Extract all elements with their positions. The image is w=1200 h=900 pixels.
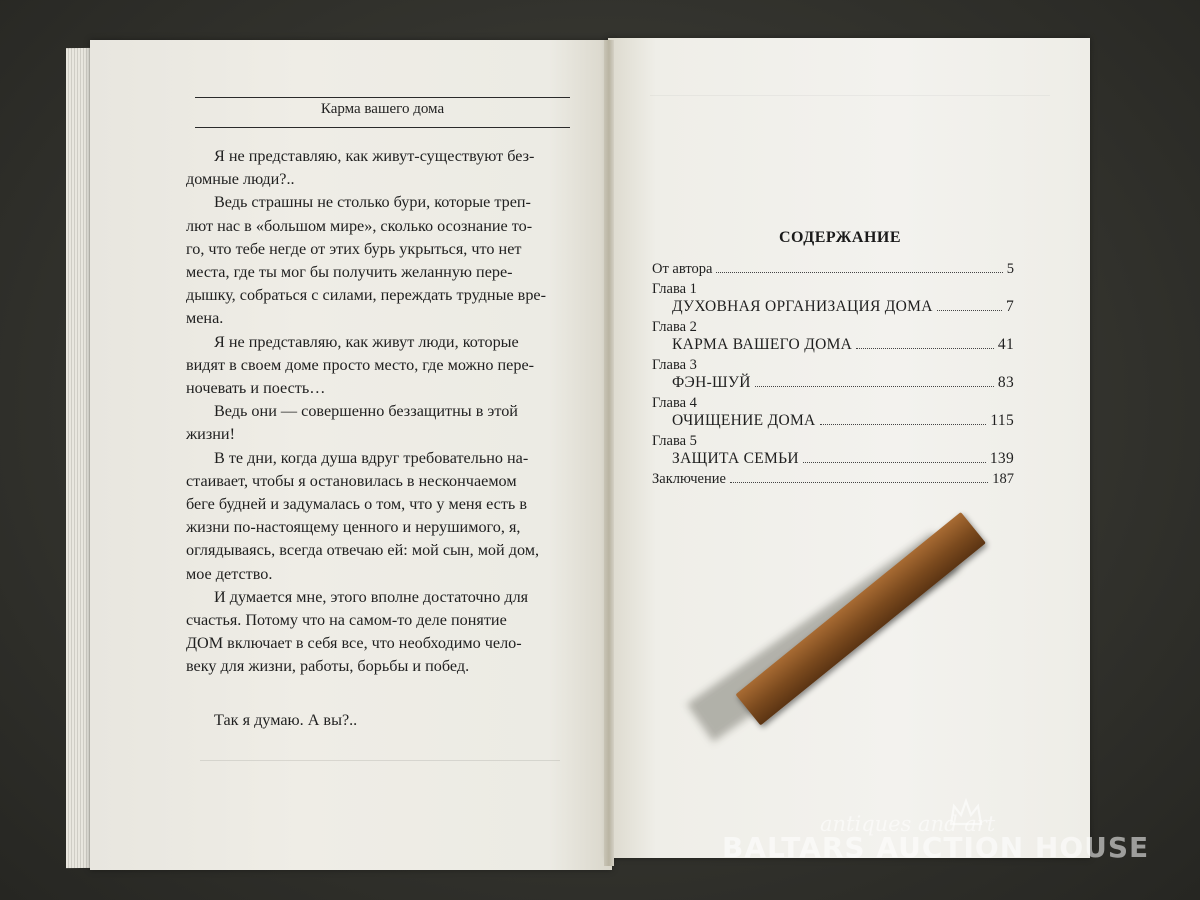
toc-page-number: 7: [1005, 298, 1014, 315]
toc-chapter-label: Глава 3: [652, 357, 697, 373]
toc-page-number: 187: [992, 471, 1014, 487]
toc-chapter-title: КАРМА ВАШЕГО ДОМА: [672, 336, 853, 353]
toc-entry-chapter-3: [652, 356, 1014, 392]
toc-page-number: 41: [997, 336, 1014, 353]
leader-dots: [755, 386, 994, 387]
toc-chapter-title: ДУХОВНАЯ ОРГАНИЗАЦИЯ ДОМА: [672, 298, 933, 315]
toc-entry-conclusion: [652, 470, 1014, 488]
toc-page-number: 139: [989, 450, 1014, 467]
paragraph: Ведь они — совершенно беззащитны в этой жизни!: [186, 402, 518, 444]
toc-entry-chapter-2: [652, 318, 1014, 354]
leader-dots: [730, 482, 988, 483]
leader-dots: [937, 310, 1002, 311]
toc-chapter-label: Глава 4: [652, 395, 697, 411]
toc-chapter-label: Глава 1: [652, 281, 697, 297]
left-page-body: [186, 145, 578, 732]
leader-dots: [716, 272, 1002, 273]
toc-chapter-title: ОЧИЩЕНИЕ ДОМА: [672, 412, 816, 429]
toc-entry-label: Заключение: [652, 471, 726, 487]
paragraph: Я не представляю, как живут-существуют без- домные люди?..: [186, 147, 535, 189]
toc-chapter-label: Глава 5: [652, 433, 697, 449]
toc-chapter-label: Глава 2: [652, 319, 697, 335]
toc-entry-chapter-1: [652, 280, 1014, 316]
leader-dots: [820, 424, 987, 425]
toc-page-number: 5: [1006, 261, 1014, 277]
book-gutter: [604, 40, 614, 866]
watermark-name: BALTARS AUCTION HOUSE: [722, 831, 1150, 864]
header-rule-bottom: [195, 127, 570, 128]
paragraph: Я не представляю, как живут люди, которые видят в своем доме просто место, где можно пере- ночевать и поесть…: [186, 332, 535, 398]
toc-entry-label: От автора: [652, 261, 713, 277]
toc-entry-chapter-4: [652, 394, 1014, 430]
paragraph: Ведь страшны не столько бури, которые треп- лют нас в «большом мире», сколько осознание то- го, что тебе негде от этих бурь укрыться, что нет места, где ты мог бы получить желанную пере- дышку, собраться с силами, переждать трудные вре- мена.: [186, 193, 546, 328]
toc-entry-chapter-5: [652, 432, 1014, 468]
leader-dots: [856, 348, 994, 349]
watermark-tagline: antiques and art: [820, 812, 996, 836]
toc-chapter-title: ЗАЩИТА СЕМЬИ: [672, 450, 799, 467]
toc-page-number: 115: [990, 412, 1014, 429]
toc-entry-intro: [652, 260, 1014, 278]
running-head: Карма вашего дома: [320, 101, 445, 117]
paragraph: В те дни, когда душа вдруг требовательно на- стаивает, чтобы я остановилась в нескончаемом беге будней и задумалась о том, что у меня есть в жизни по-настоящему ценного и нерушимого, я, оглядываясь, всегда отвечаю ей: мой сын, мой дом, мое детство.: [186, 448, 540, 583]
paragraph: И думается мне, этого вполне достаточно для счастья. Потому что на самом-то деле понятие ДОМ включает в себя все, что необходимо чело- веку для жизни, работы, борьбы и побед.: [186, 587, 529, 676]
table-of-contents: [652, 260, 1014, 490]
toc-title: СОДЕРЖАНИЕ: [778, 229, 902, 246]
closing-paragraph: Так я думаю. А вы?..: [214, 710, 358, 729]
leader-dots: [803, 462, 986, 463]
toc-chapter-title: ФЭН-ШУЙ: [672, 374, 751, 391]
toc-page-number: 83: [997, 374, 1014, 391]
header-rule-top: [195, 97, 570, 98]
